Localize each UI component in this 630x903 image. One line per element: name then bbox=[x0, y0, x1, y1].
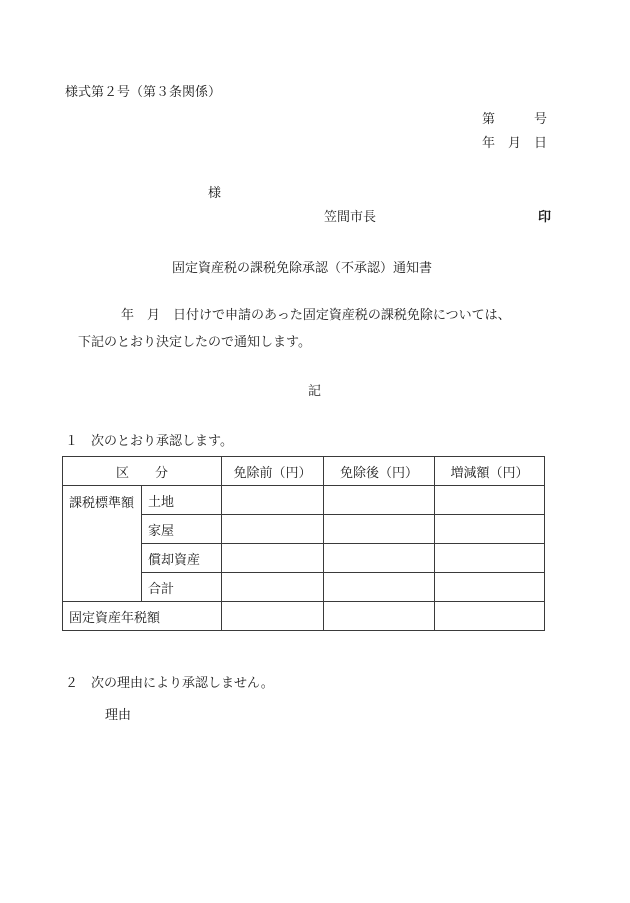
cell-house-diff bbox=[435, 515, 545, 544]
header-after-exemption: 免除後（円） bbox=[324, 457, 435, 486]
cell-annual-diff bbox=[435, 602, 545, 631]
form-number: 様式第２号（第３条関係） bbox=[65, 85, 222, 100]
cell-land-before bbox=[222, 486, 324, 515]
date-label: 年 月 日 bbox=[482, 136, 548, 151]
header-difference: 増減額（円） bbox=[435, 457, 545, 486]
document-number-label: 第 号 bbox=[482, 112, 548, 127]
body-text-line-1: 年 月 日付けで申請のあった固定資産税の課税免除については、 bbox=[121, 308, 511, 323]
cell-annual-after bbox=[324, 602, 435, 631]
section-1-heading: １ 次のとおり承認します。 bbox=[65, 434, 233, 449]
row-label-total: 合計 bbox=[142, 573, 222, 602]
row-label-house: 家屋 bbox=[142, 515, 222, 544]
reason-label: 理由 bbox=[105, 708, 132, 723]
table-header-row bbox=[63, 457, 545, 486]
cell-assets-after bbox=[324, 544, 435, 573]
cell-annual-before bbox=[222, 602, 324, 631]
tax-base-label: 課税標準額 bbox=[63, 486, 142, 602]
tax-exemption-table bbox=[62, 456, 545, 631]
cell-land-diff bbox=[435, 486, 545, 515]
cell-total-diff bbox=[435, 573, 545, 602]
cell-assets-diff bbox=[435, 544, 545, 573]
table-row bbox=[63, 602, 545, 631]
seal-mark: 印 bbox=[538, 210, 552, 225]
header-category: 区 分 bbox=[63, 457, 222, 486]
table-row bbox=[63, 486, 545, 515]
cell-total-after bbox=[324, 573, 435, 602]
document-title: 固定資産税の課税免除承認（不承認）通知書 bbox=[172, 261, 433, 276]
ki-heading: 記 bbox=[308, 384, 322, 399]
cell-house-before bbox=[222, 515, 324, 544]
sender-name: 笠間市長 bbox=[324, 210, 377, 225]
row-label-annual-tax: 固定資産年税額 bbox=[63, 602, 222, 631]
section-2-heading: ２ 次の理由により承認しません。 bbox=[65, 676, 274, 691]
cell-land-after bbox=[324, 486, 435, 515]
body-text-line-2: 下記のとおり決定したので通知します。 bbox=[78, 335, 311, 350]
row-label-depreciable-assets: 償却資産 bbox=[142, 544, 222, 573]
addressee-suffix: 様 bbox=[208, 186, 222, 201]
cell-house-after bbox=[324, 515, 435, 544]
header-before-exemption: 免除前（円） bbox=[222, 457, 324, 486]
cell-assets-before bbox=[222, 544, 324, 573]
row-label-land: 土地 bbox=[142, 486, 222, 515]
cell-total-before bbox=[222, 573, 324, 602]
